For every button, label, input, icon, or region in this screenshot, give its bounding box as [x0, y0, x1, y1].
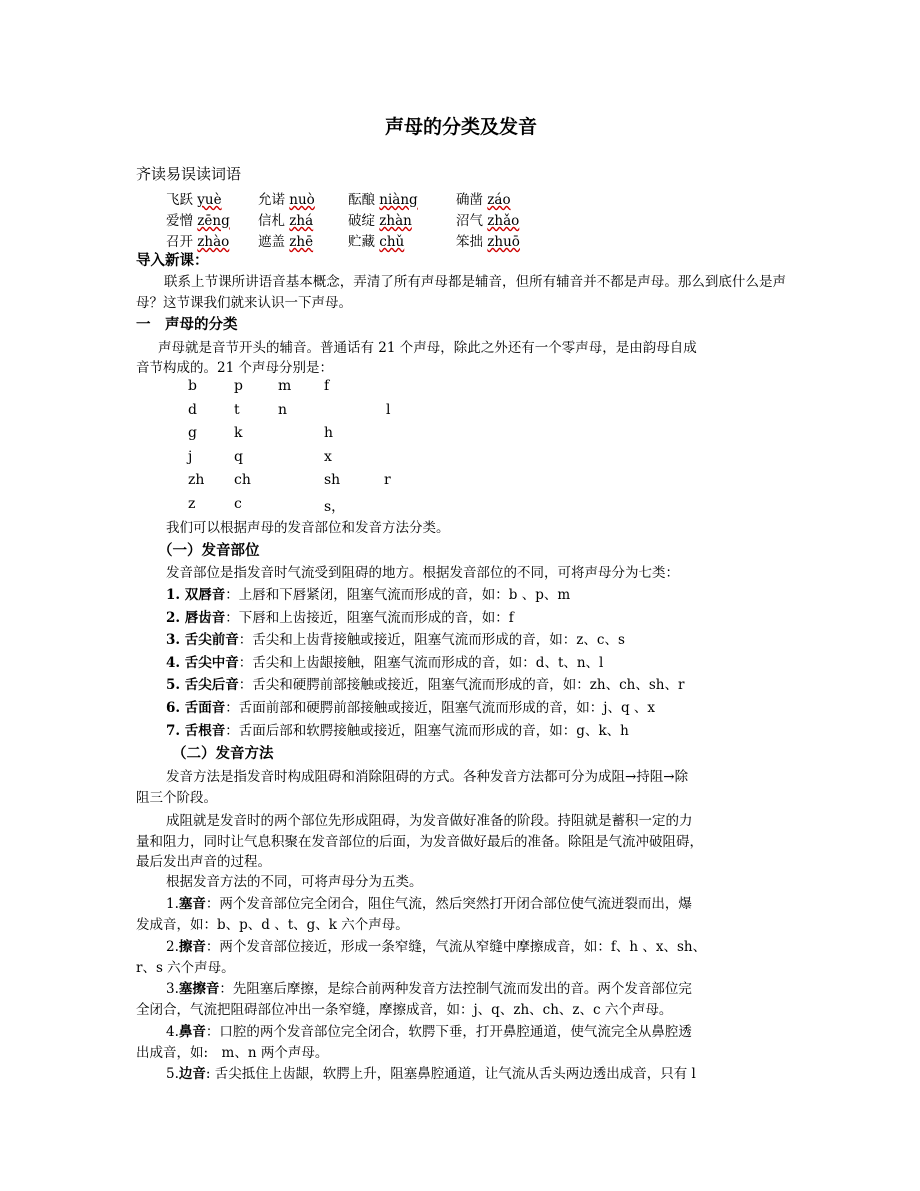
method-item-number: 2.	[166, 938, 179, 955]
word-text: 贮藏	[348, 234, 380, 250]
initial-cell: s，	[324, 499, 346, 515]
initial-cell: sh	[324, 472, 341, 489]
initial-cell: z	[188, 496, 196, 512]
initial-cell: h	[324, 425, 334, 442]
method-item	[166, 937, 706, 957]
intro-text: 联系上节课所讲语音基本概念，弄清了所有声母都是辅音，但所有辅音并不都是声母。那么到底什么是声母？这节课我们就来认识一下声母。	[136, 274, 786, 311]
initial-cell: l	[386, 401, 391, 418]
method-item-number: 5.	[166, 1066, 179, 1082]
word-text: 飞跃	[166, 192, 198, 208]
method-p1-line1: 发音方法是指发音时构成阻碍和消除阻碍的方式。各种发音方法都可分为成阻→持阻→除	[166, 769, 689, 785]
place-item-label: 4. 舌尖中音	[166, 654, 239, 671]
initial-cell: k	[234, 425, 243, 442]
word-pinyin: zhàn	[379, 213, 412, 229]
word-text: 沼气	[456, 213, 488, 229]
misread-word	[166, 209, 230, 229]
word-text: 允诺	[258, 192, 290, 208]
word-text: 笨拙	[456, 234, 488, 250]
place-item-text: ：舌面前部和硬腭前部接触或接近，阻塞气流而形成的音，如：j、q 、x	[225, 700, 656, 716]
place-item-text: ：舌尖和上齿龈接触，阻塞气流而形成的音，如：d、t、n、l	[238, 654, 604, 671]
initial-cell: f	[324, 378, 330, 394]
method-item	[166, 1064, 696, 1084]
initial-cell: n	[278, 401, 288, 418]
initial-cell: m	[278, 378, 292, 394]
method-item	[166, 1022, 692, 1042]
word-text: 破绽	[348, 213, 380, 229]
method-item-label: 塞音	[178, 896, 206, 912]
place-item	[166, 653, 603, 673]
place-item	[166, 675, 684, 695]
method-item-continuation: 出成音，如: m、n 两个声母。	[136, 1044, 329, 1061]
place-item	[166, 608, 514, 628]
method-item-label: 擦音	[178, 938, 206, 955]
word-pinyin: zhǎo	[487, 213, 520, 229]
method-item-number: 4.	[166, 1023, 179, 1040]
initial-cell: j	[188, 448, 193, 465]
place-item-text: ：下唇和上齿接近，阻塞气流而形成的音，如：f	[225, 609, 514, 626]
method-item-number: 3.	[166, 981, 179, 997]
word-pinyin: zhào	[197, 234, 230, 250]
method-item-continuation: r、s 六个声母。	[136, 959, 235, 976]
place-item-label: 7. 舌根音	[166, 722, 226, 739]
word-text: 信札	[258, 213, 290, 229]
method-item-text: : 舌尖抵住上齿龈，软腭上升，阻塞鼻腔通道，让气流从舌头两边透出成音，只有 l	[205, 1066, 696, 1082]
initial-cell: zh	[188, 472, 205, 489]
word-text: 召开	[166, 234, 198, 250]
word-text: 确凿	[456, 192, 488, 208]
place-item	[166, 630, 625, 650]
misread-word	[348, 230, 404, 250]
method-item-label: 塞擦音	[178, 981, 220, 997]
word-text: 酝酿	[348, 192, 380, 208]
classification-note: 我们可以根据声母的发音部位和发音方法分类。	[166, 520, 450, 536]
word-pinyin: niàng	[379, 192, 418, 208]
word-pinyin: chǔ	[379, 234, 405, 250]
method-item-text: ：两个发音部位完全闭合，阻住气流，然后突然打开闭合部位使气流迸裂而出，爆	[205, 896, 692, 912]
misread-word	[348, 209, 412, 229]
initial-cell: r	[384, 472, 391, 489]
misread-heading: 齐读易误读词语	[136, 165, 242, 183]
misread-word	[258, 230, 313, 250]
method-item-text: ：两个发音部位接近，形成一条窄缝，气流从窄缝中摩擦成音，如：f、h 、x、sh、	[205, 938, 707, 955]
place-heading: （一）发音部位	[158, 542, 260, 559]
place-item-label: 2. 唇齿音	[166, 609, 226, 626]
method-p2-line1: 成阻就是发音时的两个部位先形成阻碍，为发音做好准备的阶段。持阻就是蓄积一定的力	[166, 813, 693, 829]
word-text: 爱憎	[166, 213, 198, 229]
place-item-label: 5. 舌尖后音	[166, 677, 239, 694]
method-item-continuation: 全闭合，气流把阻碍部位冲出一条窄缝，摩擦成音，如：j、q、zh、ch、z、c 六个声母。	[136, 1002, 673, 1018]
misread-word	[456, 209, 519, 229]
method-item-text: ：口腔的两个发音部位完全闭合，软腭下垂，打开鼻腔通道，使气流完全从鼻腔透	[205, 1023, 692, 1040]
initial-cell: g	[188, 425, 197, 442]
method-item	[166, 894, 692, 914]
initial-cell: ch	[234, 472, 251, 489]
initial-cell: x	[324, 448, 332, 465]
place-item-text: ：舌面后部和软腭接触或接近，阻塞气流而形成的音，如：g、k、h	[225, 722, 629, 739]
method-p2-line3: 最后发出声音的过程。	[136, 854, 271, 870]
misread-word	[258, 188, 315, 208]
misread-word	[456, 230, 520, 250]
misread-word	[456, 188, 511, 208]
method-item-text: ：先阻塞后摩擦，是综合前两种发音方法控制气流而发出的音。两个发音部位完	[219, 981, 692, 997]
word-pinyin: nuò	[289, 192, 315, 208]
word-pinyin: zhē	[289, 234, 314, 250]
initial-cell: q	[234, 448, 243, 465]
word-pinyin: yuè	[197, 192, 222, 208]
initial-cell: b	[188, 378, 197, 394]
section1-text-line1: 声母就是音节开头的辅音。普通话有 21 个声母，除此之外还有一个零声母，是由韵母自成	[158, 340, 697, 356]
method-p3: 根据发音方法的不同，可将声母分为五类。	[166, 874, 423, 890]
method-item-label: 边音	[178, 1066, 206, 1082]
method-item-number: 1.	[166, 896, 179, 912]
misread-word	[258, 209, 313, 229]
section1-text-line2: 音节构成的。21 个声母分别是：	[136, 360, 333, 376]
word-text: 遮盖	[258, 234, 290, 250]
place-item	[166, 698, 655, 718]
place-item	[166, 721, 629, 741]
method-item-label: 鼻音	[178, 1023, 206, 1040]
method-item-continuation: 发成音，如：b、p、d 、t、g、k 六个声母。	[136, 917, 409, 933]
initial-cell: c	[234, 496, 242, 512]
place-item-text: ：舌尖和硬腭前部接触或接近，阻塞气流而形成的音，如：zh、ch、sh、r	[238, 677, 685, 694]
place-item-text: ：舌尖和上齿背接触或接近，阻塞气流而形成的音，如：z、c、s	[238, 632, 625, 649]
place-item-label: 1. 双唇音	[166, 587, 226, 603]
word-pinyin: zhuō	[487, 234, 520, 250]
method-p1-line2: 阻三个阶段。	[136, 790, 217, 806]
place-item	[166, 585, 570, 605]
word-pinyin: zhá	[289, 213, 314, 229]
place-item-label: 6. 舌面音	[166, 700, 226, 716]
section1-heading: 一 声母的分类	[136, 316, 238, 333]
method-item	[166, 979, 692, 999]
misread-word	[166, 230, 229, 250]
word-pinyin: záo	[487, 192, 511, 208]
method-heading: （二）发音方法	[172, 745, 274, 762]
intro-heading: 导入新课：	[136, 252, 209, 269]
word-pinyin: zēng	[197, 213, 230, 229]
initial-cell: d	[188, 401, 197, 418]
place-intro: 发音部位是指发音时气流受到阻碍的地方。根据发音部位的不同，可将声母分为七类：	[166, 565, 679, 581]
place-item-text: ：上唇和下唇紧闭，阻塞气流而形成的音，如：b 、p、m	[225, 587, 571, 603]
initial-cell: t	[234, 401, 240, 418]
place-item-label: 3. 舌尖前音	[166, 632, 239, 649]
misread-word	[348, 188, 418, 208]
method-p2-line2: 量和阻力，同时让气息积聚在发音部位的后面，为发音做好最后的准备。除阻是气流冲破阻碍，	[136, 834, 703, 850]
page-title: 声母的分类及发音	[384, 116, 537, 138]
misread-word	[166, 188, 222, 208]
initial-cell: p	[234, 378, 243, 394]
